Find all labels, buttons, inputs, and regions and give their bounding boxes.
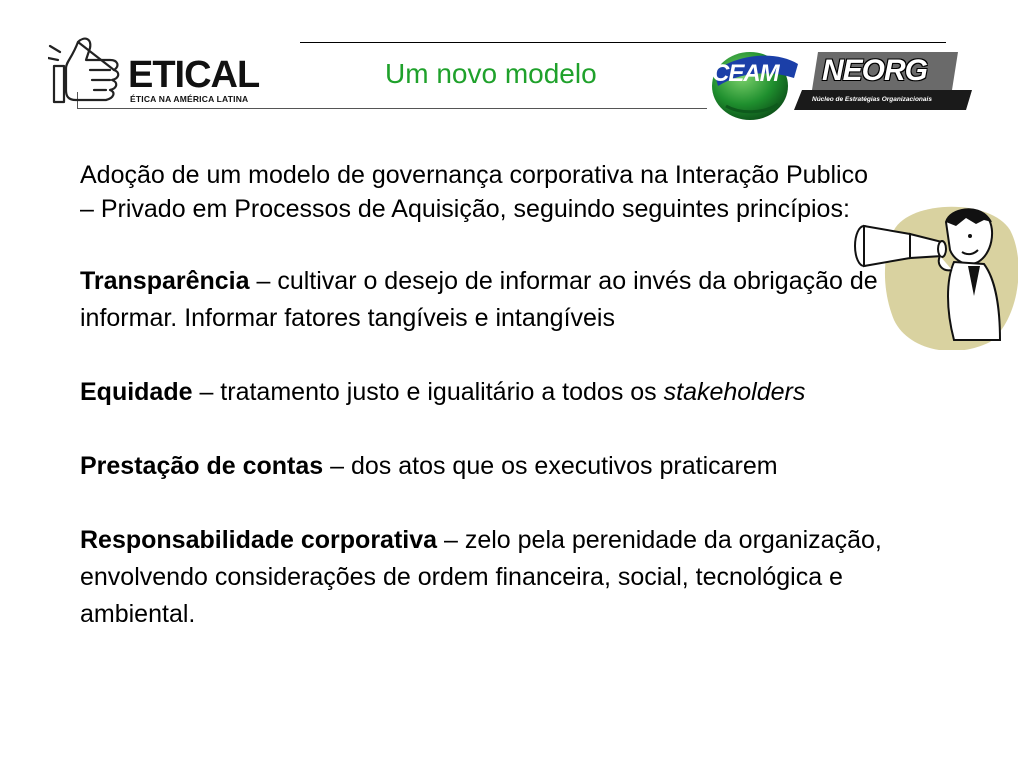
principle-text: – tratamento justo e igualitário a todos os bbox=[192, 378, 664, 406]
principle-term: Prestação de contas bbox=[80, 452, 324, 480]
principle-term: Transparência bbox=[80, 267, 250, 295]
principle-responsabilidade-corporativa bbox=[80, 522, 950, 633]
ceam-wordmark: CEAM bbox=[712, 60, 779, 87]
etical-wordmark: ETICAL bbox=[128, 54, 260, 96]
ceam-logo bbox=[706, 44, 802, 122]
intro-paragraph: Adoção de um modelo de governança corporativa na Interação Publico – Privado em Processos de Aquisição, seguindo seguintes princípios: bbox=[80, 161, 869, 223]
etical-logo bbox=[48, 34, 304, 106]
neorg-logo bbox=[792, 50, 974, 112]
etical-tagline: ÉTICA NA AMÉRICA LATINA bbox=[130, 94, 249, 104]
principle-equidade bbox=[80, 374, 995, 411]
principle-prestacao-de-contas bbox=[80, 448, 995, 485]
principle-term: Equidade bbox=[80, 378, 193, 406]
slide-body bbox=[80, 158, 995, 633]
principle-emphasis: stakeholders bbox=[663, 378, 806, 406]
header-bottom-rule bbox=[77, 108, 707, 109]
header-top-rule bbox=[300, 42, 946, 43]
neorg-tagline: Núcleo de Estratégias Organizacionais bbox=[812, 96, 932, 103]
principle-text: – dos atos que os executivos praticarem bbox=[323, 452, 778, 480]
principle-transparencia bbox=[80, 263, 950, 337]
principle-text: – zelo pela perenidade da organização, envolvendo considerações de ordem financeira, social, tecnológica e ambiental. bbox=[80, 526, 882, 628]
principle-term: Responsabilidade corporativa bbox=[80, 526, 438, 554]
neorg-wordmark: NEORG bbox=[822, 54, 928, 87]
thumbs-up-icon bbox=[48, 34, 128, 106]
slide-title: Um novo modelo bbox=[385, 58, 597, 89]
principle-text: – cultivar o desejo de informar ao invés da obrigação de informar. Informar fatores tangíveis e intangíveis bbox=[80, 267, 878, 332]
